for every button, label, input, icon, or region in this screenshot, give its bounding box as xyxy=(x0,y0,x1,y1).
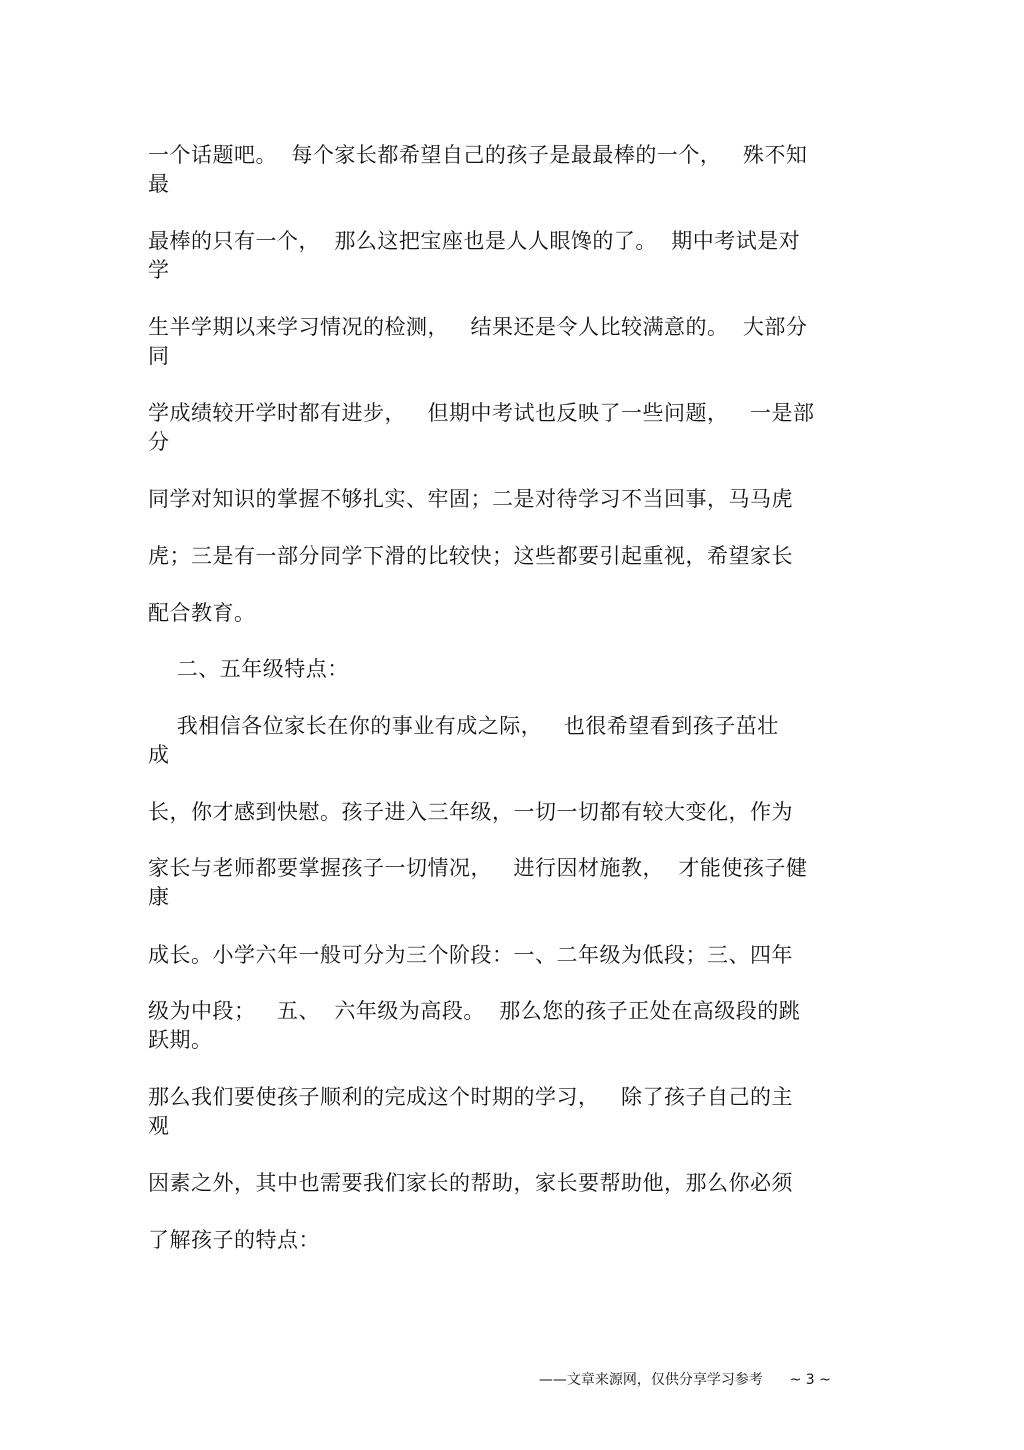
body-line: 学成绩较开学时都有进步， 但期中考试也反映了一些问题， 一是部 xyxy=(148,401,815,425)
body-line: 一个话题吧。 每个家长都希望自己的孩子是最最棒的一个， 殊不知 xyxy=(148,143,808,167)
body-line: 家长与老师都要掌握孩子一切情况， 进行因材施教， 才能使孩子健 xyxy=(148,856,808,880)
body-line: 了解孩子的特点： xyxy=(148,1228,320,1252)
page-number: ~ 3 ~ xyxy=(789,1372,831,1388)
body-line: 那么我们要使孩子顺利的完成这个时期的学习， 除了孩子自己的主 xyxy=(148,1085,794,1109)
body-line: 成长。小学六年一般可分为三个阶段：一、二年级为低段；三、四年 xyxy=(148,943,793,967)
body-line: 学 xyxy=(148,258,170,282)
body-line: 康 xyxy=(148,885,170,909)
body-line: 分 xyxy=(148,430,170,454)
body-line: 最棒的只有一个， 那么这把宝座也是人人眼馋的了。 期中考试是对 xyxy=(148,229,801,253)
body-line: 级为中段； 五、 六年级为高段。 那么您的孩子正处在高级段的跳 xyxy=(148,999,801,1023)
body-line: 同学对知识的掌握不够扎实、牢固；二是对待学习不当回事，马马虎 xyxy=(148,487,793,511)
body-line: 我相信各位家长在你的事业有成之际， 也很希望看到孩子茁壮 xyxy=(148,714,779,738)
body-line: 最 xyxy=(148,172,170,196)
section-heading: 二、五年级特点： xyxy=(148,657,349,681)
body-line: 同 xyxy=(148,344,170,368)
body-line: 长，你才感到快慰。孩子进入三年级，一切一切都有较大变化，作为 xyxy=(148,800,793,824)
body-line: 因素之外，其中也需要我们家长的帮助，家长要帮助他，那么你必须 xyxy=(148,1171,793,1195)
body-line: 生半学期以来学习情况的检测， 结果还是令人比较满意的。 大部分 xyxy=(148,315,808,339)
page-footer xyxy=(530,1350,831,1390)
body-line: 虎；三是有一部分同学下滑的比较快；这些都要引起重视，希望家长 xyxy=(148,544,793,568)
footer-source: ——文章来源网，仅供分享学习参考 xyxy=(538,1372,763,1388)
body-line: 跃期。 xyxy=(148,1028,213,1052)
body-line: 配合教育。 xyxy=(148,601,256,625)
body-line: 观 xyxy=(148,1114,170,1138)
body-line: 成 xyxy=(148,743,170,767)
